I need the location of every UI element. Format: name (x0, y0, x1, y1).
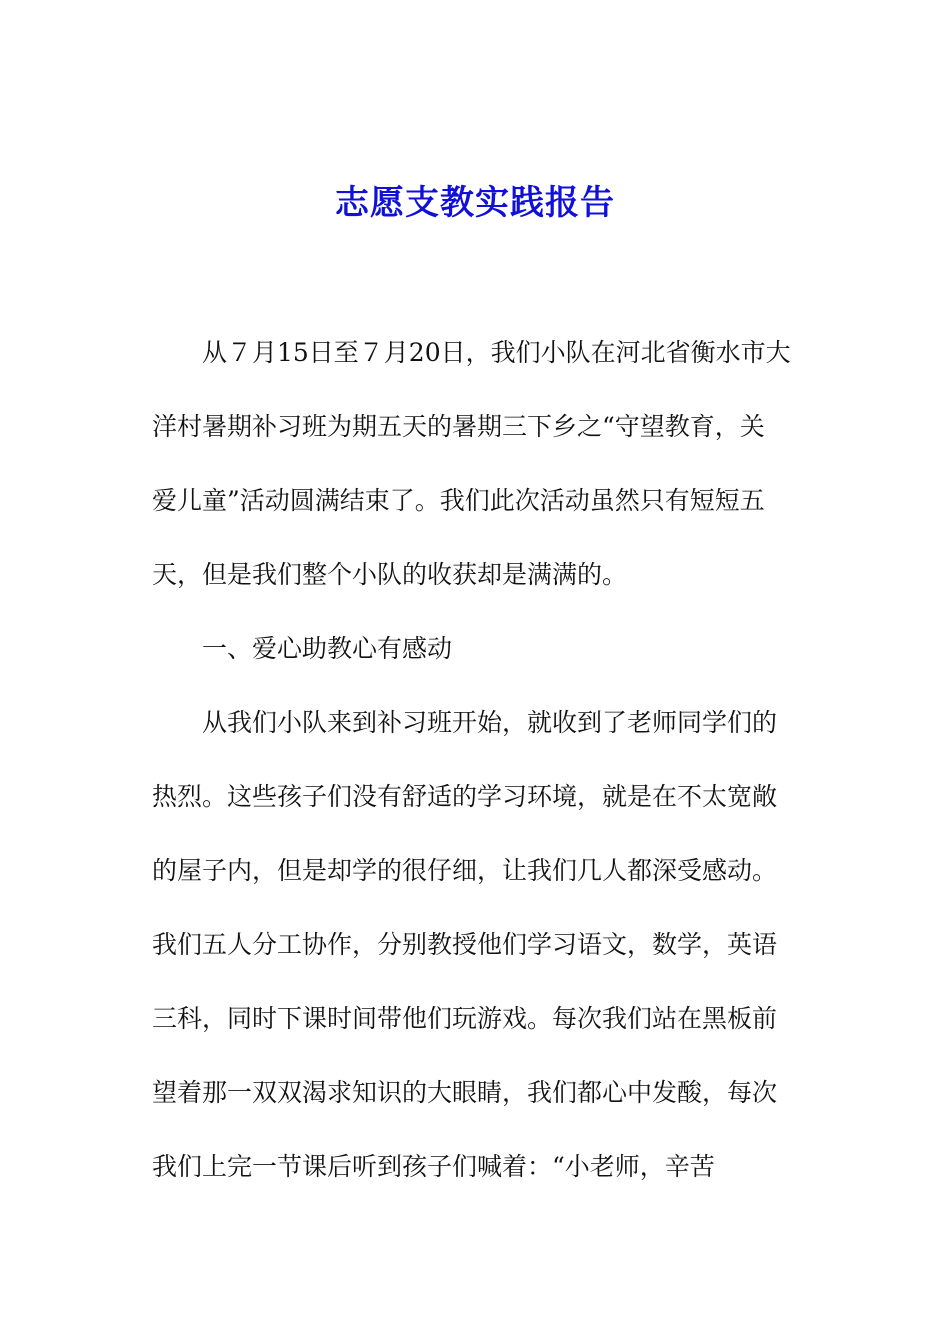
text-line: 的屋子内，但是却学的很仔细，让我们几人都深受感动。 (152, 856, 778, 885)
text-line: 从７月15日至７月20日，我们小队在河北省衡水市大 (202, 338, 791, 367)
document-body (152, 334, 800, 1222)
text-line: 热烈。这些孩子们没有舒适的学习环境，就是在不太宽敞 (152, 782, 778, 811)
text-line: 天，但是我们整个小队的收获却是满满的。 (152, 560, 628, 589)
text-line: 三科，同时下课时间带他们玩游戏。每次我们站在黑板前 (152, 1004, 778, 1033)
text-line: 洋村暑期补习班为期五天的暑期三下乡之“守望教育，关 (152, 412, 765, 441)
text-line: 从我们小队来到补习班开始，就收到了老师同学们的 (202, 708, 778, 737)
text-line: 我们五人分工协作，分别教授他们学习语文，数学，英语 (152, 930, 778, 959)
text-line: 我们上完一节课后听到孩子们喊着：“小老师，辛苦 (152, 1152, 715, 1181)
text-line: 望着那一双双渴求知识的大眼睛，我们都心中发酸，每次 (152, 1078, 778, 1107)
text-line: 爱儿童”活动圆满结束了。我们此次活动虽然只有短短五 (152, 486, 765, 515)
text-line: 一、爱心助教心有感动 (202, 634, 453, 663)
document-title: 志愿支教实践报告 (335, 183, 615, 223)
